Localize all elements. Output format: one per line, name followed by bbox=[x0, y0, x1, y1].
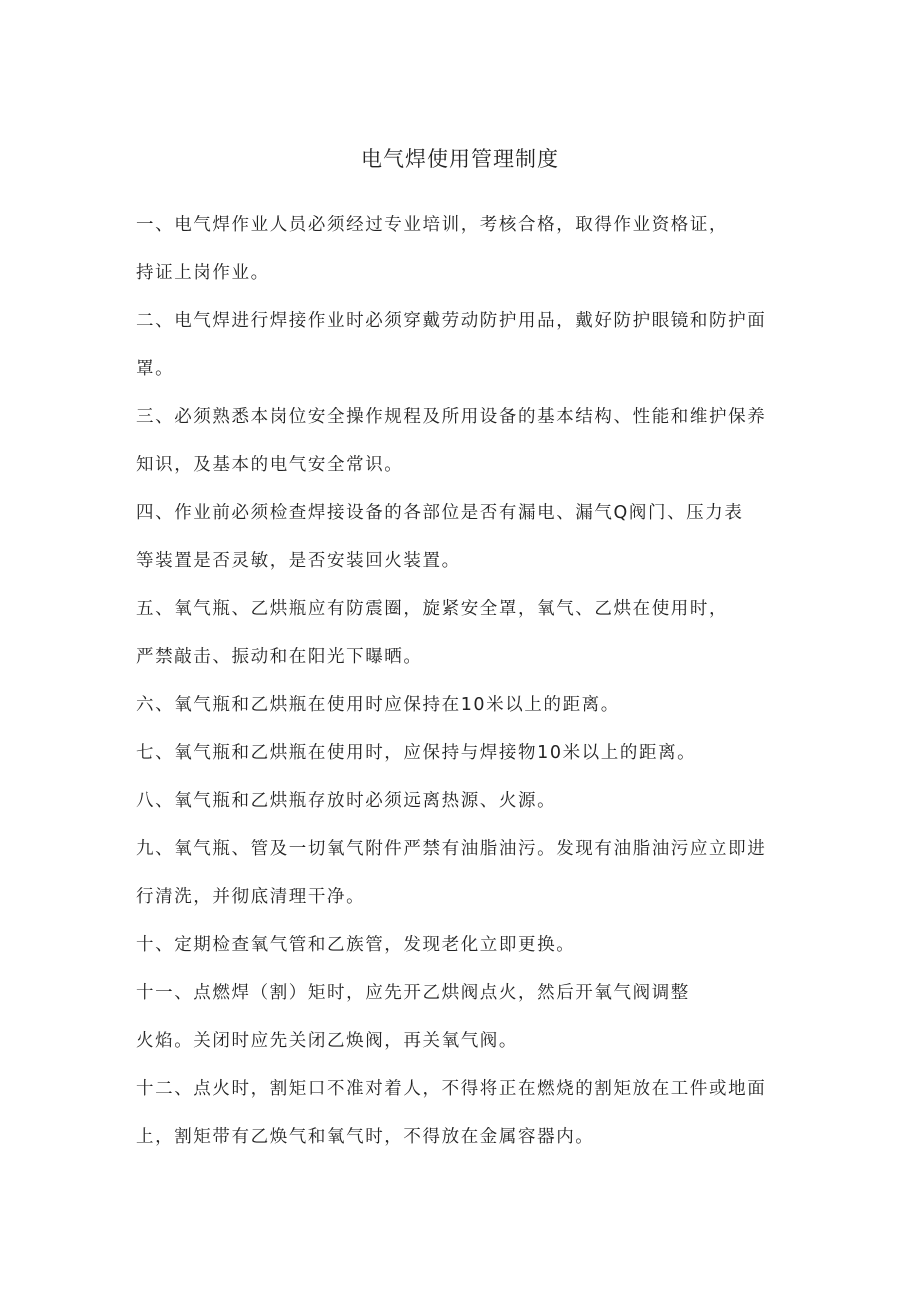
text-line: 持证上岗作业。 bbox=[136, 263, 270, 283]
text-line: 九、氧气瓶、管及一切氧气附件严禁有油脂油污。发现有油脂油污应立即进 bbox=[136, 839, 767, 859]
text-line: 七、氧气瓶和乙烘瓶在使用时，应保持与焊接物10米以上的距离。 bbox=[136, 743, 697, 763]
text-line: 一、电气焊作业人员必须经过专业培训，考核合格，取得作业资格证， bbox=[136, 215, 729, 235]
text-line: 十一、点燃焊（割）矩时，应先开乙烘阀点火，然后开氧气阀调整 bbox=[136, 983, 690, 1003]
text-line: 等装置是否灵敏，是否安装回火装置。 bbox=[136, 551, 461, 571]
text-line: 罩。 bbox=[136, 359, 175, 379]
text-line: 严禁敲击、振动和在阳光下曝晒。 bbox=[136, 647, 423, 667]
text-line: 六、氧气瓶和乙烘瓶在使用时应保持在10米以上的距离。 bbox=[136, 695, 620, 715]
text-line: 五、氧气瓶、乙烘瓶应有防震圈，旋紧安全罩，氧气、乙烘在使用时， bbox=[136, 599, 729, 619]
document-body bbox=[136, 205, 796, 1165]
text-line: 火焰。关闭时应先关闭乙焕阀，再关氧气阀。 bbox=[136, 1031, 518, 1051]
text-line: 十、定期检查氧气管和乙族管，发现老化立即更换。 bbox=[136, 935, 576, 955]
text-line: 四、作业前必须检查焊接设备的各部位是否有漏电、漏气Q阀门、压力表 bbox=[136, 503, 744, 523]
document-title: 电气焊使用管理制度 bbox=[361, 147, 559, 171]
text-line: 十二、点火时，割矩口不准对着人，不得将正在燃烧的割矩放在工件或地面 bbox=[136, 1079, 767, 1099]
text-line: 知识，及基本的电气安全常识。 bbox=[136, 455, 404, 475]
text-line: 行清洗，并彻底清理干净。 bbox=[136, 887, 366, 907]
text-line: 二、电气焊进行焊接作业时必须穿戴劳动防护用品，戴好防护眼镜和防护面 bbox=[136, 311, 767, 331]
text-line: 八、氧气瓶和乙烘瓶存放时必须远离热源、火源。 bbox=[136, 791, 557, 811]
text-line: 上，割矩带有乙焕气和氧气时，不得放在金属容器内。 bbox=[136, 1127, 595, 1147]
text-line: 三、必须熟悉本岗位安全操作规程及所用设备的基本结构、性能和维护保养 bbox=[136, 407, 767, 427]
